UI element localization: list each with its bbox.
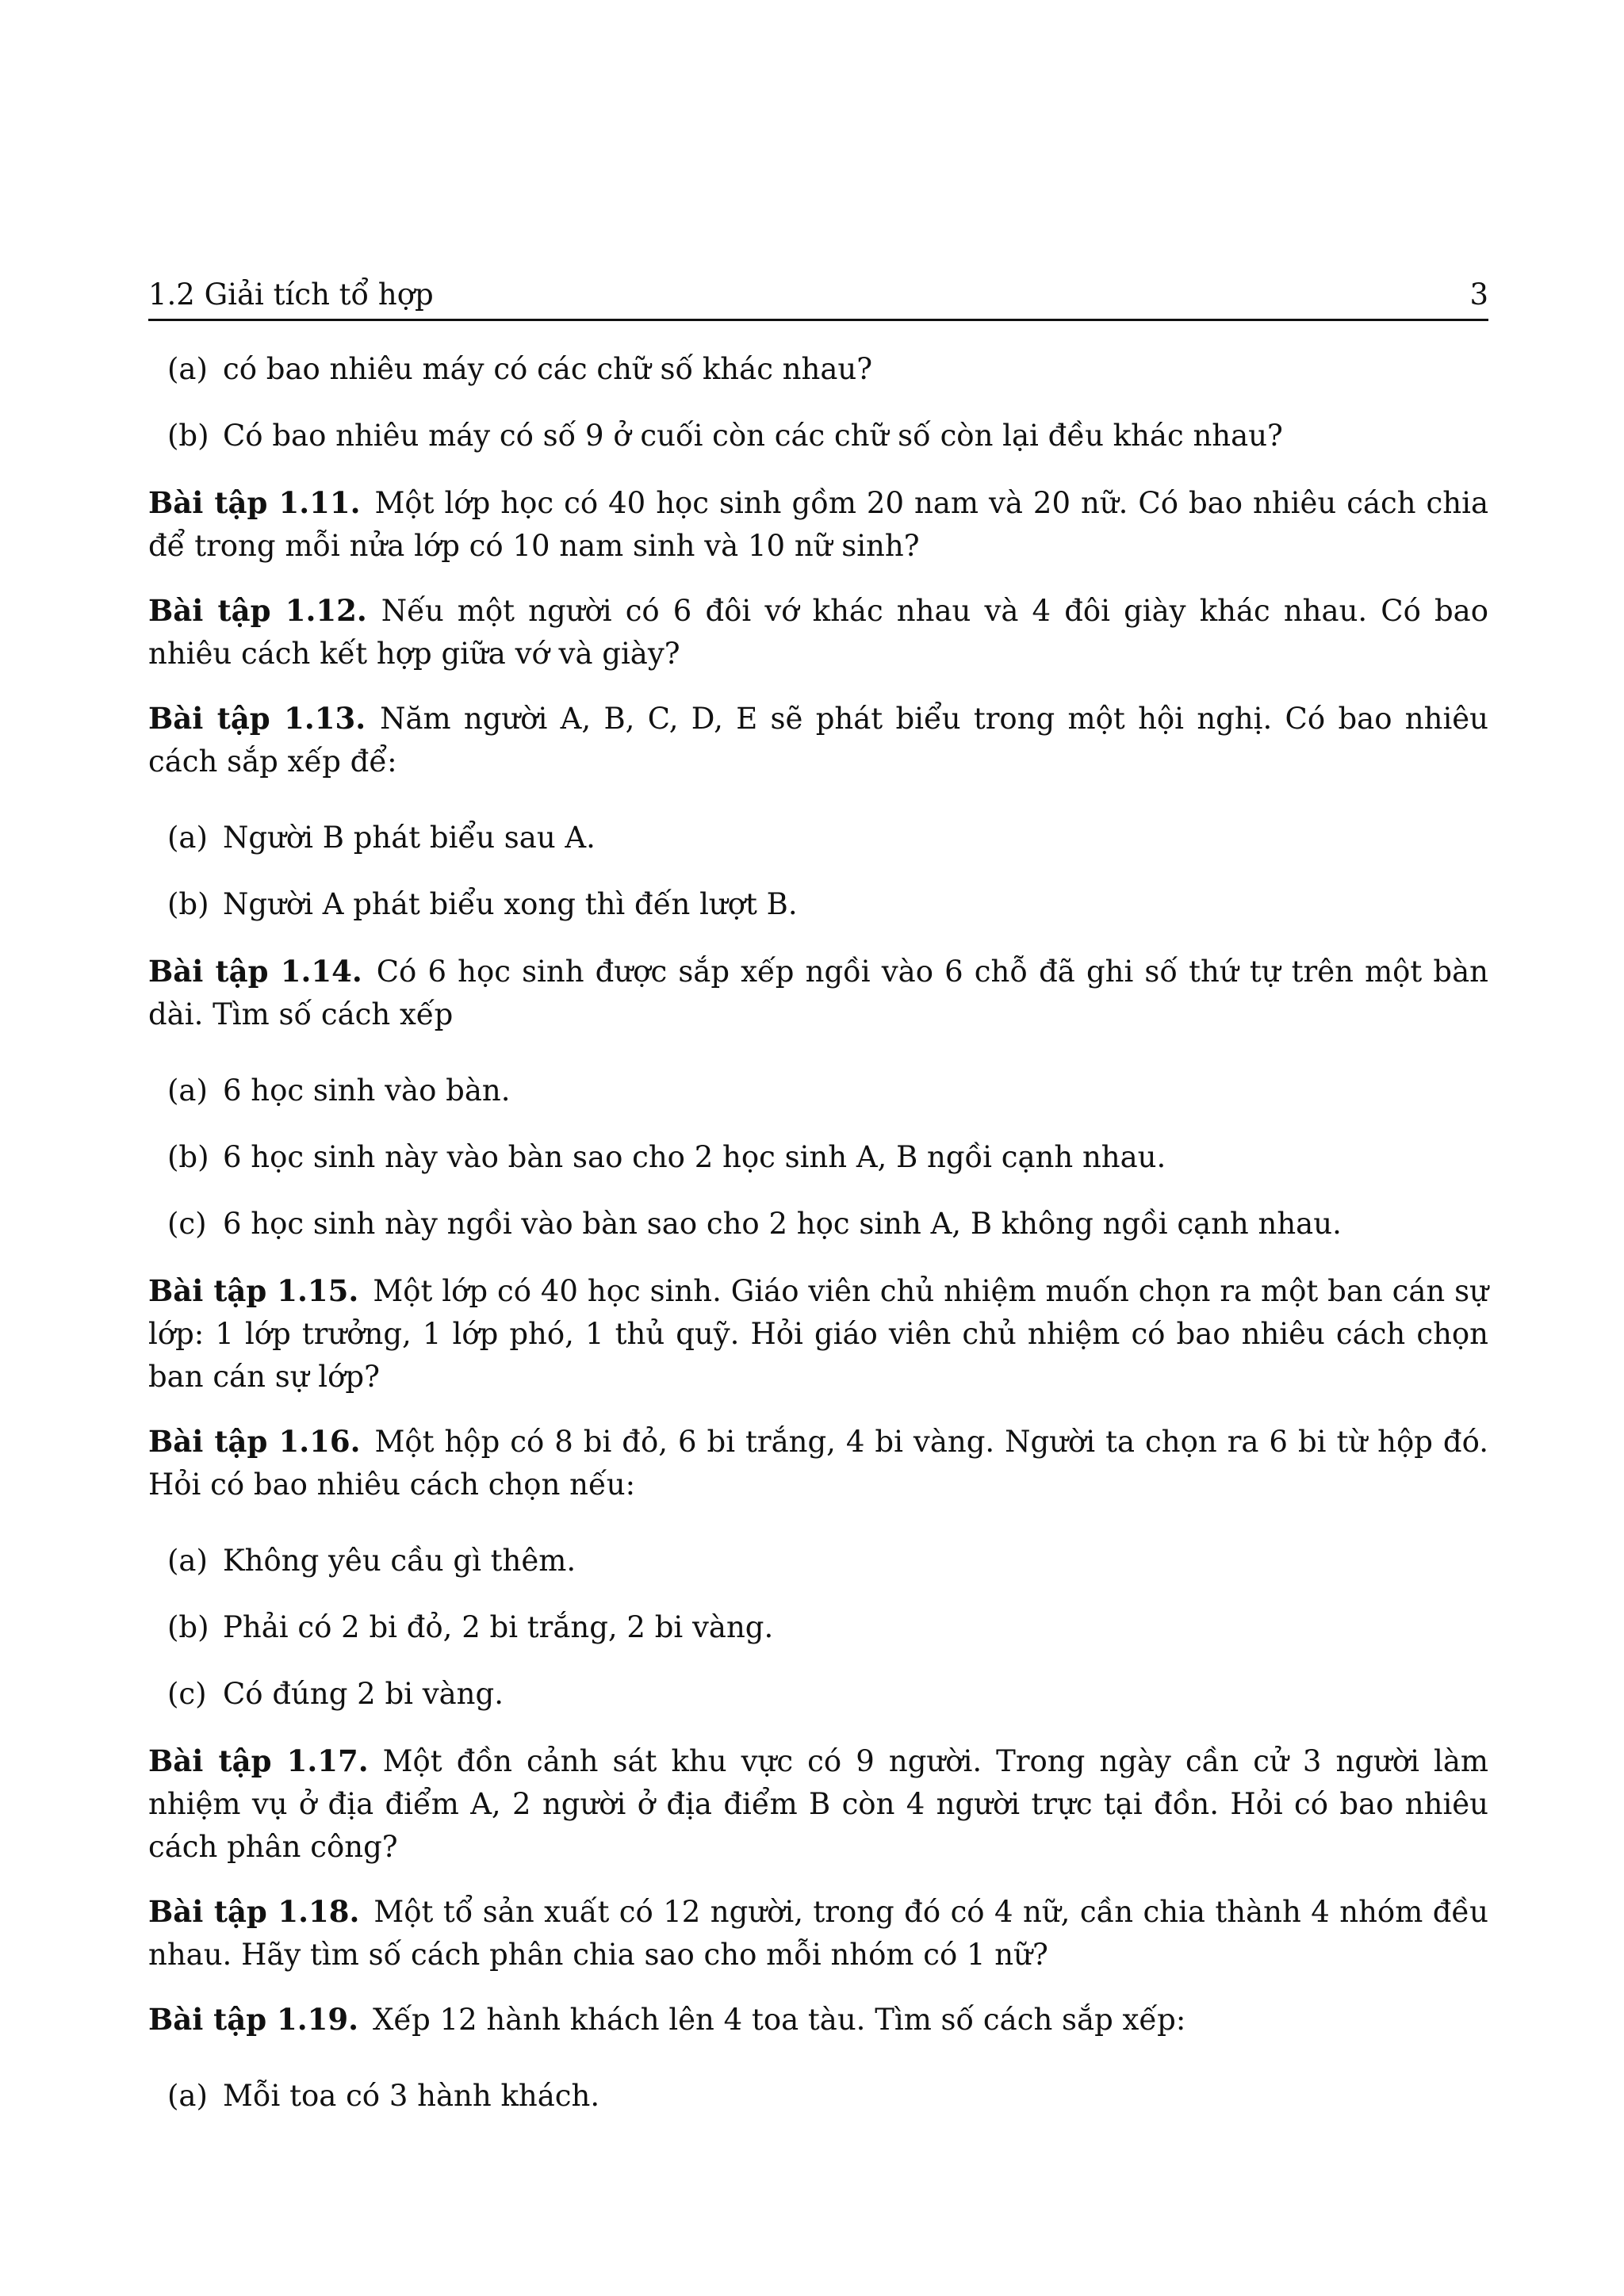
exercise-paragraph: [148, 481, 1488, 568]
exercise-label: Bài tập 1.18.: [148, 1894, 360, 1929]
exercise-text: Xếp 12 hành khách lên 4 toa tàu. Tìm số cách sắp xếp:: [373, 2003, 1186, 2037]
exercise-text: Một lớp học có 40 học sinh gồm 20 nam và 20 nữ. Có bao nhiêu cách chia để trong mỗi nửa lớp có 10 nam sinh và 10 nữ sinh?: [148, 486, 1489, 563]
exercise-label: Bài tập 1.11.: [148, 485, 361, 520]
page-number: 3: [1469, 277, 1488, 312]
exercise-text: Nếu một người có 6 đôi vớ khác nhau và 4 đôi giày khác nhau. Có bao nhiêu cách kết hợp giữa vớ và giày?: [148, 594, 1488, 671]
exercise-paragraph: [148, 697, 1488, 783]
sub-question-text: Người A phát biểu xong thì đến lượt B.: [223, 887, 798, 921]
sub-question: [167, 348, 1488, 391]
sub-question: [167, 1673, 1488, 1716]
sub-question-text: Người B phát biểu sau A.: [223, 821, 596, 855]
sub-question-text: 6 học sinh vào bàn.: [223, 1073, 511, 1108]
exercise-paragraph: [148, 950, 1488, 1036]
exercise-paragraph: [148, 1420, 1488, 1506]
sub-question-list: [148, 348, 1488, 457]
sub-question-text: Có bao nhiêu máy có số 9 ở cuối còn các chữ số còn lại đều khác nhau?: [223, 419, 1283, 453]
exercise-text: Năm người A, B, C, D, E sẽ phát biểu trong một hội nghị. Có bao nhiêu cách sắp xếp để:: [148, 702, 1489, 779]
sub-question-list: [148, 817, 1488, 926]
sub-question-list: [148, 1070, 1488, 1246]
sub-question-label: (a): [167, 1544, 208, 1578]
exercise-paragraph: [148, 1269, 1488, 1399]
sub-question-text: Có đúng 2 bi vàng.: [223, 1677, 504, 1711]
exercise-label: Bài tập 1.15.: [148, 1273, 359, 1308]
exercise-label: Bài tập 1.12.: [148, 593, 367, 628]
running-header: [148, 276, 1488, 321]
exercise-label: Bài tập 1.16.: [148, 1424, 361, 1459]
exercise-label: Bài tập 1.17.: [148, 1743, 369, 1778]
exercise-label: Bài tập 1.13.: [148, 701, 366, 736]
sub-question: [167, 1540, 1488, 1582]
sub-question-label: (b): [167, 1610, 209, 1644]
exercise-text: Một hộp có 8 bi đỏ, 6 bi trắng, 4 bi vàng. Người ta chọn ra 6 bi từ hộp đó. Hỏi có bao nhiêu cách chọn nếu:: [148, 1425, 1488, 1502]
sub-question-label: (b): [167, 419, 209, 453]
sub-question-list: [148, 2075, 1488, 2118]
sub-question-label: (a): [167, 2079, 208, 2113]
sub-question-label: (a): [167, 821, 208, 855]
sub-question-text: Phải có 2 bi đỏ, 2 bi trắng, 2 bi vàng.: [223, 1610, 774, 1644]
sub-question: [167, 1070, 1488, 1112]
exercise-text: Có 6 học sinh được sắp xếp ngồi vào 6 chỗ đã ghi số thứ tự trên một bàn dài. Tìm số cách xếp: [148, 955, 1488, 1031]
exercise-paragraph: [148, 1998, 1488, 2042]
sub-question-text: 6 học sinh này ngồi vào bàn sao cho 2 học sinh A, B không ngồi cạnh nhau.: [223, 1207, 1342, 1241]
exercise-paragraph: [148, 1890, 1488, 1976]
exercise-label: Bài tập 1.14.: [148, 954, 362, 989]
sub-question-list: [148, 1540, 1488, 1716]
sub-question: [167, 415, 1488, 457]
sub-question-label: (c): [167, 1207, 207, 1241]
sub-question-label: (a): [167, 352, 208, 386]
sub-question-label: (a): [167, 1073, 208, 1108]
exercise-label: Bài tập 1.19.: [148, 2002, 358, 2037]
exercise-text: Một đồn cảnh sát khu vực có 9 người. Trong ngày cần cử 3 người làm nhiệm vụ ở địa điểm A, 2 người ở địa điểm B còn 4 người trực tại đồn. Hỏi có bao nhiêu cách phân công?: [148, 1744, 1489, 1864]
sub-question-label: (c): [167, 1677, 207, 1711]
sub-question-text: 6 học sinh này vào bàn sao cho 2 học sinh A, B ngồi cạnh nhau.: [223, 1140, 1166, 1174]
sub-question: [167, 1203, 1488, 1246]
exercise-paragraph: [148, 589, 1488, 675]
sub-question: [167, 1136, 1488, 1179]
sub-question: [167, 1606, 1488, 1649]
sub-question-text: có bao nhiêu máy có các chữ số khác nhau?: [223, 352, 873, 386]
sub-question-text: Không yêu cầu gì thêm.: [223, 1544, 576, 1578]
sub-question-label: (b): [167, 887, 209, 921]
sub-question: [167, 2075, 1488, 2118]
exercise-paragraph: [148, 1739, 1488, 1869]
sub-question-label: (b): [167, 1140, 209, 1174]
exercise-list: [148, 348, 1488, 2118]
document-page: [148, 276, 1488, 2141]
exercise-text: Một lớp có 40 học sinh. Giáo viên chủ nhiệm muốn chọn ra một ban cán sự lớp: 1 lớp trưởng, 1 lớp phó, 1 thủ quỹ. Hỏi giáo viên chủ nhiệm có bao nhiêu cách chọn ban cán sự lớp?: [148, 1274, 1488, 1394]
sub-question-text: Mỗi toa có 3 hành khách.: [223, 2079, 600, 2113]
sub-question: [167, 817, 1488, 859]
sub-question: [167, 883, 1488, 926]
section-title: 1.2 Giải tích tổ hợp: [148, 277, 434, 312]
exercise-text: Một tổ sản xuất có 12 người, trong đó có 4 nữ, cần chia thành 4 nhóm đều nhau. Hãy tìm số cách phân chia sao cho mỗi nhóm có 1 nữ?: [148, 1895, 1488, 1972]
